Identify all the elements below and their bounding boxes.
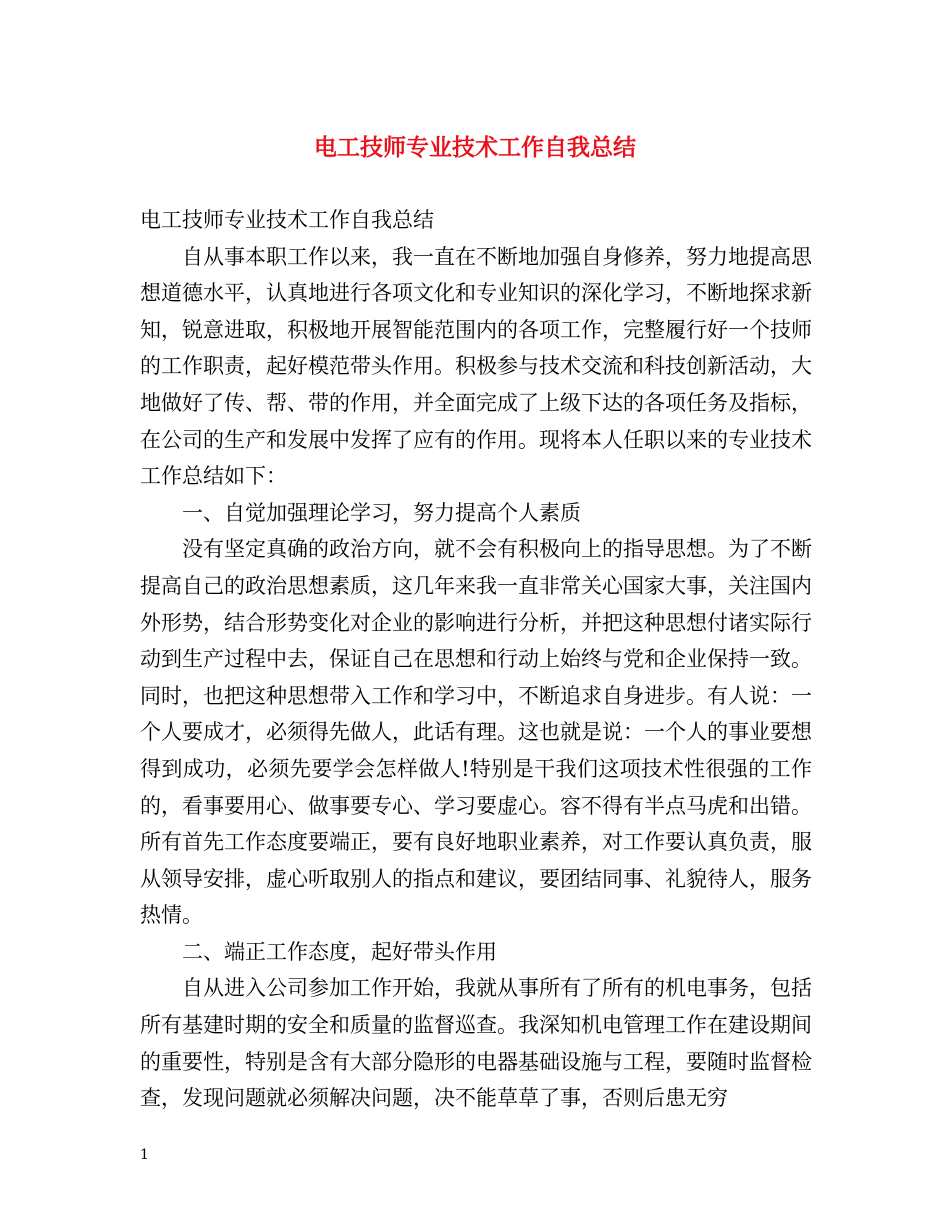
page-number: 1 [140, 1147, 149, 1163]
subtitle-paragraph: 电工技师专业技术工作自我总结 [140, 208, 434, 232]
document-body [140, 202, 812, 1117]
section-2-paragraph: 自从进入公司参加工作开始，我就从事所有了所有的机电事务，包括所有基建时期的安全和质量的监督巡查。我深知机电管理工作在建设期间的重要性，特别是含有大部分隐形的电器基础设施与工程，要随时监督检查，发现问题就必须解决问题，决不能草草了事，否则后患无穷 [140, 976, 812, 1111]
section-1-paragraph: 没有坚定真确的政治方向，就不会有积极向上的指导思想。为了不断提高自己的政治思想素质，这几年来我一直非常关心国家大事，关注国内外形势，结合形势变化对企业的影响进行分析，并把这种思想付诸实际行动到生产过程中去，保证自己在思想和行动上始终与党和企业保持一致。同时，也把这种思想带入工作和学习中，不断追求自身进步。有人说：一个人要成才，必须得先做人，此话有理。这也就是说：一个人的事业要想得到成功，必须先要学会怎样做人!特别是干我们这项技术性很强的工作的，看事要用心、做事要专心、学习要虚心。容不得有半点马虎和出错。所有首先工作态度要端正，要有良好地职业素养，对工作要认真负责，服从领导安排，虚心听取别人的指点和建议，要团结同事、礼貌待人，服务热情。 [140, 537, 812, 928]
intro-paragraph: 自从事本职工作以来，我一直在不断地加强自身修养，努力地提高思想道德水平，认真地进行各项文化和专业知识的深化学习，不断地探求新知，锐意进取，积极地开展智能范围内的各项工作，完整履行好一个技师的工作职责，起好模范带头作用。积极参与技术交流和科技创新活动，大地做好了传、帮、带的作用，并全面完成了上级下达的各项任务及指标，在公司的生产和发展中发挥了应有的作用。现将本人任职以来的专业技术工作总结如下： [140, 244, 812, 489]
section-heading-1: 一、自觉加强理论学习，努力提高个人素质 [182, 500, 581, 525]
section-heading-2: 二、端正工作态度，起好带头作用 [182, 939, 497, 964]
document-title: 电工技师专业技术工作自我总结 [314, 134, 636, 161]
